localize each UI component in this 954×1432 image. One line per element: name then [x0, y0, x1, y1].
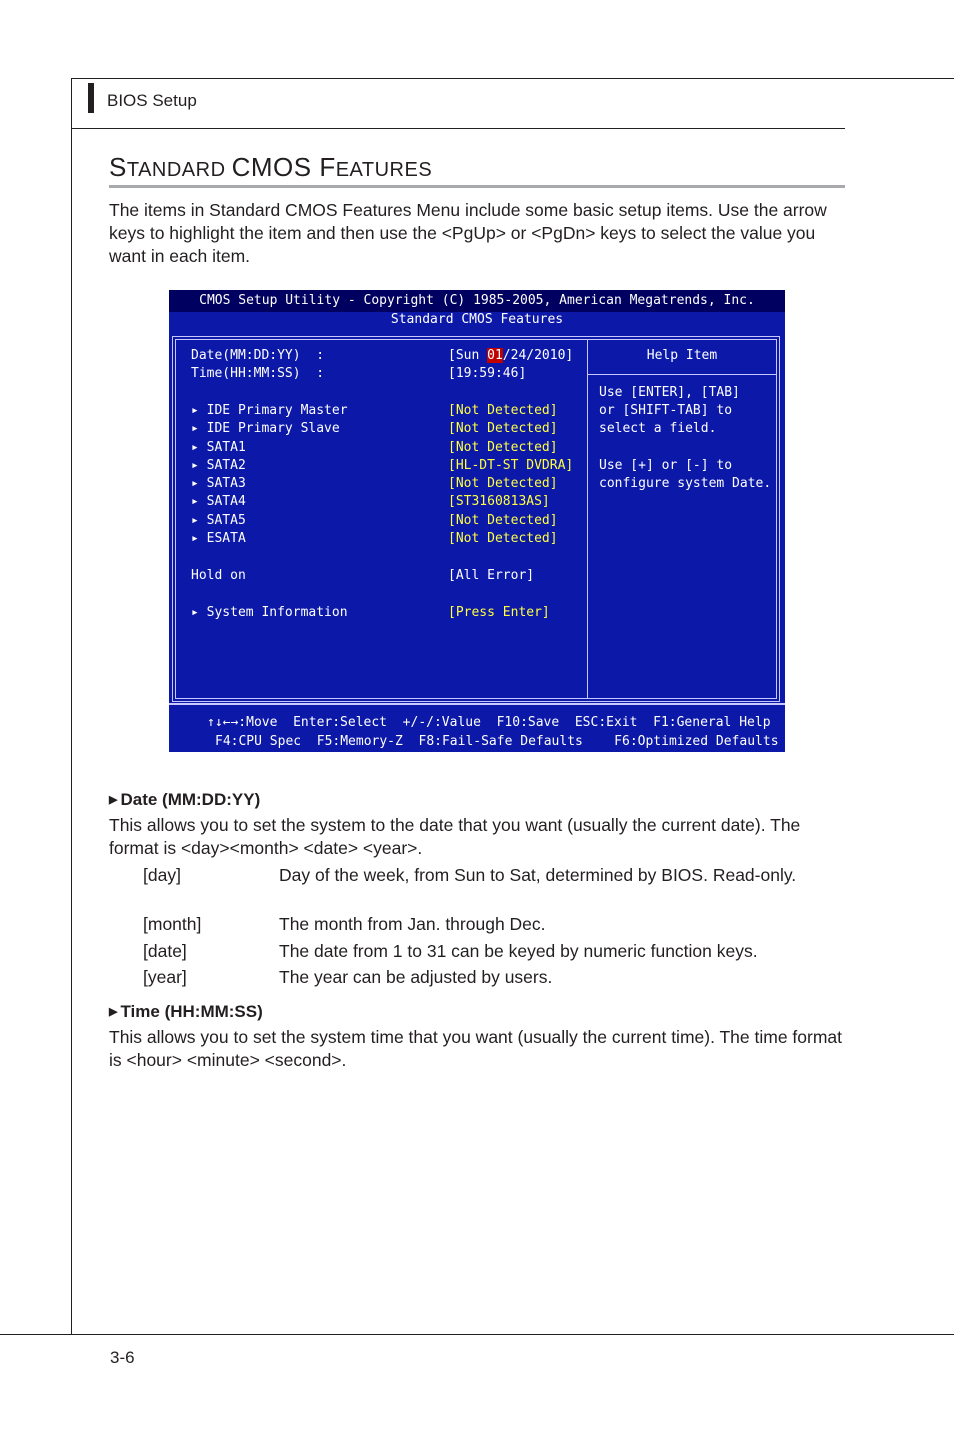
page-number: 3-6 — [110, 1348, 135, 1367]
bios-value-sata4: [ST3160813AS] — [448, 494, 550, 509]
bios-value-sata2: [HL-DT-ST DVDRA] — [448, 458, 574, 473]
bios-system-information[interactable]: ▸ System Information — [191, 605, 348, 620]
bios-value-esata: [Not Detected] — [448, 531, 558, 546]
bullet-triangle-icon: ▶ — [109, 794, 118, 806]
bios-time-label[interactable]: Time(HH:MM:SS) : — [191, 366, 325, 381]
bios-date-rest: /24/2010] — [502, 348, 574, 363]
bios-help-title: Help Item — [646, 348, 718, 363]
bios-item-sata3[interactable]: ▸ SATA3 — [191, 476, 246, 491]
page-title — [109, 152, 432, 183]
bios-value-sata3: [Not Detected] — [448, 476, 558, 491]
bios-title: CMOS Setup Utility - Copyright (C) 1985-2005, American Megatrends, Inc. — [199, 293, 755, 308]
bios-item-sata5[interactable]: ▸ SATA5 — [191, 513, 246, 528]
def-year: The year can be adjusted by users. — [279, 967, 553, 987]
term-day: [day] — [143, 865, 181, 885]
top-rule — [71, 78, 954, 79]
running-header: BIOS Setup — [107, 91, 197, 110]
bios-footer-keys-2: F4:CPU Spec F5:Memory-Z F8:Fail-Safe Defaults F6:Optimized Defaults — [215, 734, 779, 749]
bios-hold-on-value[interactable]: [All Error] — [448, 568, 535, 583]
bios-system-information-value: [Press Enter] — [448, 605, 550, 620]
title-cap-3: F — [311, 152, 336, 182]
date-body: This allows you to set the system to the date that you want (usually the current date). The format is <day><month> <date> <year>. — [109, 815, 801, 858]
bios-help-divider — [587, 339, 588, 699]
title-rest-3: EATURES — [335, 159, 433, 181]
bios-item-sata4[interactable]: ▸ SATA4 — [191, 494, 246, 509]
bios-subtitle: Standard CMOS Features — [390, 312, 564, 327]
title-underline — [109, 185, 845, 188]
bios-item-ide-primary-master[interactable]: ▸ IDE Primary Master — [191, 403, 348, 418]
title-cap-1: S — [109, 152, 127, 182]
bios-item-sata2[interactable]: ▸ SATA2 — [191, 458, 246, 473]
title-rest-1: TANDARD — [126, 159, 232, 181]
left-rule — [71, 78, 72, 1335]
bios-date-month-highlight[interactable]: 01 — [487, 348, 503, 363]
bios-item-sata1[interactable]: ▸ SATA1 — [191, 440, 246, 455]
title-word-2: CMOS — [231, 152, 312, 182]
term-year: [year] — [143, 967, 187, 987]
bullet-triangle-icon: ▶ — [109, 1006, 118, 1018]
bios-value-ide-primary-master: [Not Detected] — [448, 403, 558, 418]
bios-time-value[interactable]: [19:59:46] — [448, 366, 527, 381]
def-date: The date from 1 to 31 can be keyed by numeric function keys. — [279, 941, 758, 961]
def-month: The month from Jan. through Dec. — [279, 914, 546, 934]
bios-item-esata[interactable]: ▸ ESATA — [191, 531, 246, 546]
header-rule — [71, 128, 845, 129]
term-month: [month] — [143, 914, 202, 934]
date-heading — [109, 790, 260, 810]
date-heading-text: Date (MM:DD:YY) — [120, 790, 261, 809]
bios-value-ide-primary-slave: [Not Detected] — [448, 421, 558, 436]
bios-hold-on-label[interactable]: Hold on — [191, 568, 246, 583]
bios-value-sata1: [Not Detected] — [448, 440, 558, 455]
header-bar — [88, 83, 94, 113]
bios-help-line: select a field. — [599, 421, 717, 436]
bios-date-value[interactable] — [448, 348, 573, 363]
bios-footer-keys-1: ↑↓←→:Move Enter:Select +/-/:Value F10:Save ESC:Exit F1:General Help — [207, 715, 771, 730]
time-heading — [109, 1002, 263, 1022]
bottom-rule — [0, 1334, 954, 1335]
bios-help-title-divider — [588, 374, 777, 375]
term-date: [date] — [143, 941, 187, 961]
def-day: Day of the week, from Sun to Sat, determined by BIOS. Read-only. — [279, 865, 797, 885]
bios-screen — [169, 290, 785, 752]
bios-help-line: or [SHIFT-TAB] to — [599, 403, 733, 418]
bios-item-ide-primary-slave[interactable]: ▸ IDE Primary Slave — [191, 421, 340, 436]
time-body: This allows you to set the system time that you want (usually the current time). The time format is <hour> <minute> <second>. — [109, 1027, 843, 1070]
time-heading-text: Time (HH:MM:SS) — [120, 1002, 263, 1021]
bios-help-line: Use [+] or [-] to — [599, 458, 733, 473]
bios-date-label[interactable]: Date(MM:DD:YY) : — [191, 348, 325, 363]
bios-date-day: [Sun — [448, 348, 488, 363]
bios-help-line: Use [ENTER], [TAB] — [599, 385, 740, 400]
bios-help-line: configure system Date. — [599, 476, 772, 491]
intro-paragraph: The items in Standard CMOS Features Menu include some basic setup items. Use the arrow keys to highlight the item and then use the <PgUp> or <PgDn> keys to select the value you want in each item. — [109, 200, 827, 266]
bios-value-sata5: [Not Detected] — [448, 513, 558, 528]
